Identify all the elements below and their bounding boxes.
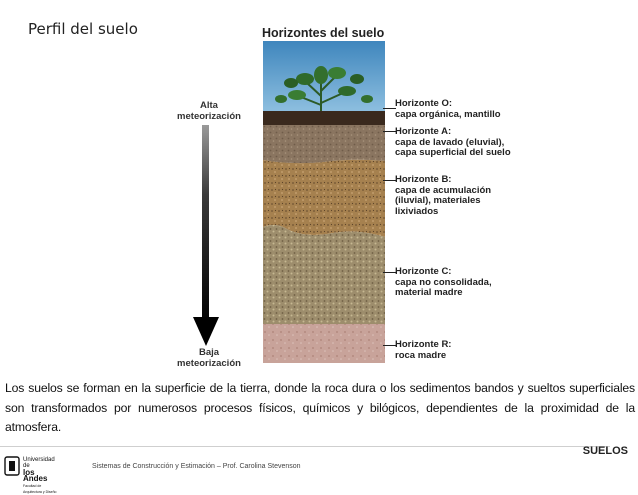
horizon-r-label (395, 340, 451, 361)
horizon-a-layer (263, 125, 385, 163)
horizon-a-label (395, 127, 525, 159)
diagram-title: Horizontes del suelo (262, 26, 385, 40)
university-crest-icon (4, 456, 20, 476)
horizon-o-layer (263, 111, 385, 125)
slide-title: Perfil del suelo (28, 20, 138, 38)
horizon-c-name: Horizonte C: (395, 266, 452, 277)
weathering-high-line1: Alta (200, 100, 218, 111)
horizon-o-label (395, 99, 501, 120)
logo-line1: Universidad de (23, 457, 55, 470)
university-logo-text (23, 457, 59, 495)
soil-profile-illustration (263, 41, 385, 363)
weathering-high-line2: meteorización (177, 110, 241, 122)
horizon-r-description: roca madre (395, 349, 447, 361)
horizon-b-description: capa de acumulación (iluvial), materiales lixiviados (395, 184, 492, 217)
horizon-b-layer (263, 160, 385, 237)
weathering-low-line2: meteorización (177, 357, 241, 369)
university-logo (4, 455, 59, 495)
horizon-o-name: Horizonte O: (395, 98, 452, 109)
weathering-low-label (170, 348, 248, 369)
logo-line2: los Andes (23, 467, 48, 484)
horizon-a-description: capa de lavado (eluvial), capa superficial del suelo (395, 136, 511, 158)
horizon-o-description: capa orgánica, mantillo (395, 108, 501, 120)
horizon-c-label (395, 267, 503, 299)
footer-divider (0, 446, 610, 447)
horizon-b-label (395, 175, 513, 217)
body-paragraph: Los suelos se forman en la superficie de la tierra, donde la roca dura o los sedimentos bandos y sueltos superficiales son transformados por numerosos procesos físicos, químicos y bilógicos, dependientes de la proximidad de la atmosfera. (5, 381, 635, 434)
horizon-r-name: Horizonte R: (395, 339, 452, 350)
horizon-a-name: Horizonte A: (395, 126, 452, 137)
horizon-c-layer (263, 225, 385, 324)
weathering-low-line1: Baja (198, 347, 220, 358)
weathering-high-label (170, 101, 248, 122)
horizon-b-name: Horizonte B: (395, 174, 452, 185)
logo-line3: Facultad de Arquitectura y Diseño (23, 483, 57, 495)
section-label: SUELOS (582, 445, 628, 457)
weathering-arrow (190, 125, 222, 347)
footer-course: Sistemas de Construcción y Estimación – Prof. Carolina Stevenson (92, 463, 301, 470)
horizon-c-description: capa no consolidada, material madre (395, 276, 492, 298)
horizon-r-layer (263, 324, 385, 363)
